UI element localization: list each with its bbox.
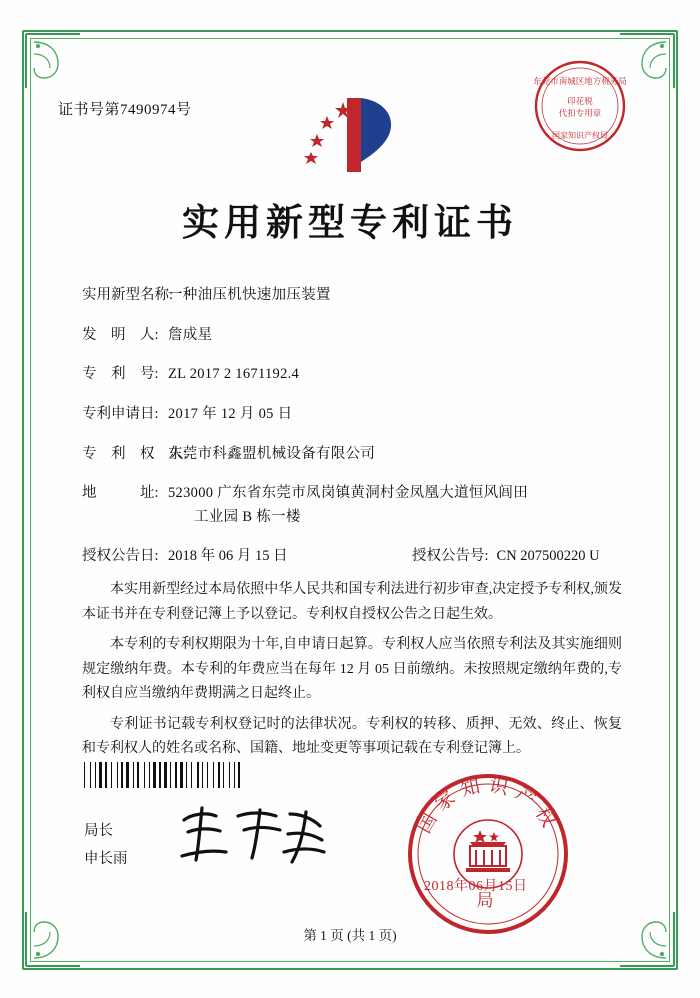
corner-ornament-icon — [24, 32, 82, 90]
grant-number-group — [412, 545, 600, 568]
barcode-bar — [229, 762, 230, 788]
field-row — [82, 443, 622, 466]
barcode-bar — [157, 762, 158, 788]
barcode-bar — [105, 762, 107, 788]
barcode-bar — [84, 762, 85, 788]
field-row-address — [82, 482, 622, 528]
field-row — [82, 403, 622, 426]
grant-number-label: 授权公告号: — [412, 548, 489, 565]
barcode-bar — [108, 762, 110, 788]
barcode-bar — [200, 762, 201, 788]
barcode-bar — [135, 762, 136, 788]
field-row — [82, 363, 622, 386]
barcode-bar — [162, 762, 163, 788]
svg-text:东莞市南城区地方税务局: 东莞市南城区地方税务局 — [533, 77, 627, 87]
page-title: 实用新型专利证书 — [182, 200, 518, 244]
barcode-bar — [172, 762, 174, 788]
barcode-bar — [119, 762, 120, 788]
field-label: 专利申请日: — [82, 406, 159, 423]
barcode-bar — [130, 762, 132, 788]
barcode-bar — [149, 762, 150, 788]
grant-date-label: 授权公告日: — [82, 548, 159, 565]
tax-stamp-seal — [532, 58, 628, 154]
field-value: 2017 年 12 月 05 日 — [168, 406, 293, 423]
barcode — [84, 762, 280, 788]
barcode-bar — [97, 762, 98, 788]
barcode-bar — [180, 762, 183, 788]
patent-office-emblem-icon — [287, 92, 407, 178]
barcode-bar — [193, 762, 196, 788]
grant-number-value: CN 207500220 U — [496, 548, 600, 565]
barcode-bar — [197, 762, 199, 788]
barcode-bar — [231, 762, 233, 788]
barcode-bar — [241, 762, 244, 788]
barcode-bar — [213, 762, 214, 788]
director-name: 申长雨 — [84, 850, 128, 867]
certificate-number: 证书号第7490974号 — [58, 102, 192, 118]
barcode-bar — [204, 762, 206, 788]
barcode-bar — [133, 762, 134, 788]
barcode-bar — [144, 762, 145, 788]
svg-text:局: 局 — [476, 891, 500, 911]
svg-text:代扣专用章: 代扣专用章 — [558, 109, 602, 119]
barcode-bar — [140, 762, 143, 788]
barcode-bar — [178, 762, 179, 788]
barcode-bar — [113, 762, 116, 788]
barcode-bar — [184, 762, 185, 788]
barcode-bar — [121, 762, 123, 788]
grant-date-value: 2018 年 06 月 15 日 — [168, 548, 288, 565]
barcode-bar — [153, 762, 156, 788]
barcode-bar — [117, 762, 118, 788]
barcode-bar — [92, 762, 94, 788]
paragraph: 专利证书记载专利权登记时的法律状况。专利权的转移、质押、无效、终止、恢复和专利权人的姓名或名称、国籍、地址变更等事项记载在专利登记簿上。 — [82, 716, 622, 756]
barcode-bar — [170, 762, 171, 788]
field-label: 专 利 权 人: — [82, 445, 188, 462]
barcode-bar — [168, 762, 169, 788]
field-value — [168, 482, 622, 528]
barcode-bar — [223, 762, 224, 788]
barcode-bar — [234, 762, 235, 788]
grant-announcement-row — [82, 545, 622, 568]
barcode-bar — [188, 762, 190, 788]
address-line-1: 523000 广东省东莞市凤岗镇黄洞村金凤凰大道恒风闾田 — [168, 485, 529, 502]
barcode-bar — [225, 762, 228, 788]
barcode-bar — [124, 762, 125, 788]
barcode-bar — [238, 762, 240, 788]
barcode-bar — [151, 762, 152, 788]
paragraph: 本实用新型经过本局依照中华人民共和国专利法进行初步审查,决定授予专利权,颁发本证书并在专利登记簿上予以登记。专利权自授权公告之日起生效。 — [82, 582, 622, 622]
field-label: 专 利 号: — [82, 366, 159, 383]
director-title-label: 局长 — [84, 823, 113, 839]
barcode-bar — [95, 762, 96, 788]
field-row — [82, 324, 622, 347]
field-list — [82, 284, 622, 577]
page-footer: 第 1 页 (共 1 页) — [303, 928, 397, 943]
seal-date: 2018年06月15日 — [424, 879, 528, 894]
svg-text:国家知识产权: 国家知识产权 — [412, 774, 564, 838]
field-value: 詹成星 — [168, 326, 213, 343]
barcode-bar — [137, 762, 139, 788]
barcode-bar — [90, 762, 91, 788]
body-text — [82, 578, 622, 768]
barcode-bar — [218, 762, 220, 788]
barcode-bar — [215, 762, 217, 788]
official-seal — [404, 770, 572, 938]
field-label: 地 址: — [82, 485, 159, 502]
barcode-bar — [164, 762, 167, 788]
barcode-bar — [202, 762, 203, 788]
barcode-bar — [186, 762, 187, 788]
barcode-bar — [103, 762, 104, 788]
barcode-bar — [236, 762, 237, 788]
grant-date-group — [82, 545, 412, 568]
barcode-bar — [221, 762, 222, 788]
svg-text:印花税: 印花税 — [567, 97, 593, 107]
barcode-bar — [99, 762, 102, 788]
field-label: 实用新型名称: — [82, 287, 174, 303]
field-value: 一种油压机快速加压装置 — [168, 287, 331, 303]
barcode-bar — [191, 762, 192, 788]
barcode-bar — [207, 762, 208, 788]
barcode-bar — [159, 762, 161, 788]
field-value: ZL 2017 2 1671192.4 — [168, 366, 300, 383]
barcode-bar — [86, 762, 89, 788]
barcode-bar — [126, 762, 129, 788]
signature-block — [84, 818, 128, 873]
field-value: 东莞市科鑫盟机械设备有限公司 — [168, 445, 376, 462]
barcode-bar — [146, 762, 148, 788]
svg-text:国家知识产权局: 国家知识产权局 — [552, 131, 608, 140]
barcode-bar — [209, 762, 212, 788]
field-row — [82, 284, 622, 307]
barcode-bar — [175, 762, 177, 788]
handwritten-signature-icon — [172, 800, 332, 870]
field-label: 发 明 人: — [82, 326, 159, 343]
paragraph: 本专利的专利权期限为十年,自申请日起算。专利权人应当依照专利法及其实施细则规定缴纳年费。本专利的年费应当在每年 12 月 05 日前缴纳。未按照规定缴纳年费的,专利权自应当缴纳年费期满之日起终止。 — [82, 637, 622, 701]
address-line-2: 工业园 B 栋一楼 — [194, 508, 301, 525]
barcode-bar — [111, 762, 112, 788]
